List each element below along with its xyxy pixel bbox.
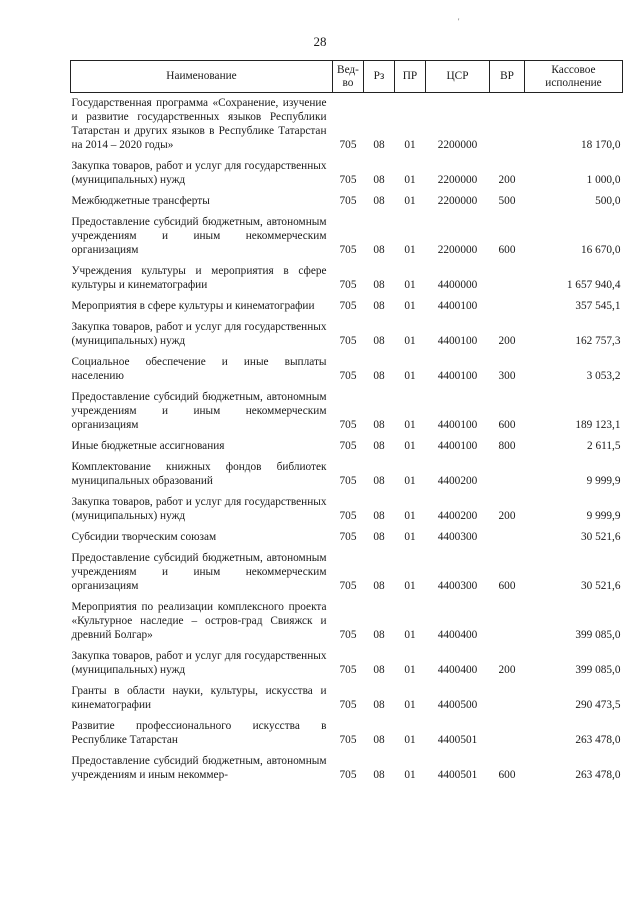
row-rz: 08 [373,370,385,382]
scan-mark: ' [458,17,460,26]
row-amount: 399 085,0 [575,629,621,641]
row-csr: 4400300 [437,531,478,543]
row-rz: 08 [373,244,385,256]
row-pr: 01 [404,174,416,186]
row-rz: 08 [373,664,385,676]
row-amount: 399 085,0 [575,664,621,676]
row-csr: 4400501 [437,769,478,781]
row-vr [490,597,525,646]
row-vr: 200 [498,510,516,522]
row-pr: 01 [404,664,416,676]
header-csr: ЦСР [426,61,490,93]
row-csr: 2200000 [437,195,478,207]
table-row [71,527,623,548]
row-pr: 01 [404,531,416,543]
row-ved: 705 [339,244,357,256]
row-csr: 4400100 [437,440,478,452]
row-vr [490,296,525,317]
row-csr: 4400300 [437,580,478,592]
row-pr: 01 [404,139,416,151]
row-pr: 01 [404,370,416,382]
table-row [71,317,623,352]
row-csr: 2200000 [437,174,478,186]
row-rz: 08 [373,174,385,186]
row-name: Гранты в области науки, культуры, искусства и кинематографии [71,685,327,711]
row-rz: 08 [373,195,385,207]
table-row [71,296,623,317]
row-name: Мероприятия в сфере культуры и кинематографии [71,300,315,312]
row-pr: 01 [404,580,416,592]
row-pr: 01 [404,734,416,746]
row-ved: 705 [339,279,357,291]
row-amount: 30 521,6 [580,531,621,543]
table-row [71,212,623,261]
row-ved: 705 [339,300,357,312]
row-ved: 705 [339,629,357,641]
row-ved: 705 [339,699,357,711]
row-amount: 263 478,0 [575,734,621,746]
row-csr: 4400100 [437,300,478,312]
row-amount: 189 123,1 [575,419,621,431]
table-row [71,352,623,387]
row-vr [490,716,525,751]
row-ved: 705 [339,174,357,186]
row-vr: 800 [498,440,516,452]
row-name: Социальное обеспечение и иные выплаты населению [71,356,327,382]
row-name: Иные бюджетные ассигнования [71,440,225,452]
row-vr [490,93,525,157]
row-rz: 08 [373,475,385,487]
table-row [71,548,623,597]
row-csr: 4400200 [437,475,478,487]
table-row [71,387,623,436]
row-amount: 1 657 940,4 [566,279,621,291]
row-csr: 4400200 [437,510,478,522]
row-name: Межбюджетные трансферты [71,195,210,207]
table-row [71,457,623,492]
row-pr: 01 [404,769,416,781]
row-ved: 705 [339,531,357,543]
row-amount: 357 545,1 [575,300,621,312]
row-name: Предоставление субсидий бюджетным, автономным учреждениям и иным некоммер- [71,755,327,781]
row-name: Предоставление субсидий бюджетным, автономным учреждениям и иным некоммерческим организациям [71,552,327,592]
row-rz: 08 [373,419,385,431]
row-name: Развитие профессионального искусства в Республике Татарстан [71,720,327,746]
row-csr: 2200000 [437,244,478,256]
row-rz: 08 [373,279,385,291]
row-ved: 705 [339,335,357,347]
row-csr: 2200000 [437,139,478,151]
row-name: Закупка товаров, работ и услуг для государственных (муниципальных) нужд [71,160,327,186]
row-vr [490,681,525,716]
row-name: Закупка товаров, работ и услуг для государственных (муниципальных) нужд [71,321,327,347]
row-csr: 4400000 [437,279,478,291]
row-rz: 08 [373,510,385,522]
table-row [71,646,623,681]
row-pr: 01 [404,699,416,711]
row-amount: 30 521,6 [580,580,621,592]
row-pr: 01 [404,195,416,207]
row-amount: 16 670,0 [580,244,621,256]
header-amount: Кассовое исполнение [525,61,623,93]
row-ved: 705 [339,195,357,207]
table-row [71,681,623,716]
row-rz: 08 [373,335,385,347]
row-ved: 705 [339,440,357,452]
header-name: Наименование [71,61,333,93]
row-vr [490,457,525,492]
table-row [71,751,623,786]
row-pr: 01 [404,335,416,347]
row-ved: 705 [339,510,357,522]
row-ved: 705 [339,139,357,151]
table-row [71,492,623,527]
row-amount: 3 053,2 [586,370,621,382]
row-vr [490,261,525,296]
row-pr: 01 [404,244,416,256]
row-vr [490,527,525,548]
row-ved: 705 [339,419,357,431]
row-name: Закупка товаров, работ и услуг для государственных (муниципальных) нужд [71,650,327,676]
table-header-row [71,61,623,93]
header-vr: ВР [490,61,525,93]
header-ved: Вед- во [333,61,364,93]
row-vr: 600 [498,580,516,592]
row-csr: 4400500 [437,699,478,711]
row-ved: 705 [339,475,357,487]
row-rz: 08 [373,699,385,711]
row-csr: 4400100 [437,419,478,431]
row-vr: 200 [498,335,516,347]
row-name: Закупка товаров, работ и услуг для государственных (муниципальных) нужд [71,496,327,522]
row-vr: 200 [498,174,516,186]
table-row [71,261,623,296]
row-amount: 9 999,9 [586,475,621,487]
row-rz: 08 [373,769,385,781]
row-ved: 705 [339,370,357,382]
row-pr: 01 [404,440,416,452]
row-name: Предоставление субсидий бюджетным, автономным учреждениям и иным некоммерческим организациям [71,216,327,256]
header-pr: ПР [395,61,426,93]
header-rz: Рз [364,61,395,93]
row-ved: 705 [339,769,357,781]
row-amount: 162 757,3 [575,335,621,347]
row-pr: 01 [404,629,416,641]
row-amount: 500,0 [595,195,621,207]
table-row [71,597,623,646]
row-rz: 08 [373,580,385,592]
row-pr: 01 [404,279,416,291]
row-rz: 08 [373,440,385,452]
row-ved: 705 [339,580,357,592]
row-vr: 300 [498,370,516,382]
row-amount: 1 000,0 [586,174,621,186]
row-csr: 4400100 [437,370,478,382]
row-ved: 705 [339,734,357,746]
row-name: Субсидии творческим союзам [71,531,217,543]
row-csr: 4400100 [437,335,478,347]
row-pr: 01 [404,419,416,431]
budget-table [70,60,623,786]
row-name: Комплектование книжных фондов библиотек муниципальных образований [71,461,327,487]
row-amount: 9 999,9 [586,510,621,522]
row-name: Учреждения культуры и мероприятия в сфере культуры и кинематографии [71,265,327,291]
row-rz: 08 [373,629,385,641]
row-name: Государственная программа «Сохранение, изучение и развитие государственных языков Республики Татарстан и других языков в Республике Татарстан на 2014 – 2020 годы» [71,97,327,151]
row-csr: 4400400 [437,629,478,641]
row-vr: 600 [498,244,516,256]
row-name: Мероприятия по реализации комплексного проекта «Культурное наследие – остров-град Свияжск и древний Болгар» [71,601,327,641]
row-amount: 263 478,0 [575,769,621,781]
row-vr: 200 [498,664,516,676]
row-rz: 08 [373,139,385,151]
row-name: Предоставление субсидий бюджетным, автономным учреждениям и иным некоммерческим организациям [71,391,327,431]
row-pr: 01 [404,300,416,312]
row-rz: 08 [373,734,385,746]
page-number: 28 [313,34,327,49]
row-rz: 08 [373,300,385,312]
row-pr: 01 [404,510,416,522]
table-row [71,716,623,751]
row-pr: 01 [404,475,416,487]
row-rz: 08 [373,531,385,543]
row-csr: 4400501 [437,734,478,746]
row-vr: 600 [498,419,516,431]
table-row [71,156,623,191]
row-ved: 705 [339,664,357,676]
row-csr: 4400400 [437,664,478,676]
table-row [71,93,623,157]
table-row [71,191,623,212]
row-vr: 600 [498,769,516,781]
row-vr: 500 [498,195,516,207]
row-amount: 290 473,5 [575,699,621,711]
row-amount: 18 170,0 [580,139,621,151]
row-amount: 2 611,5 [587,440,621,452]
table-row [71,436,623,457]
